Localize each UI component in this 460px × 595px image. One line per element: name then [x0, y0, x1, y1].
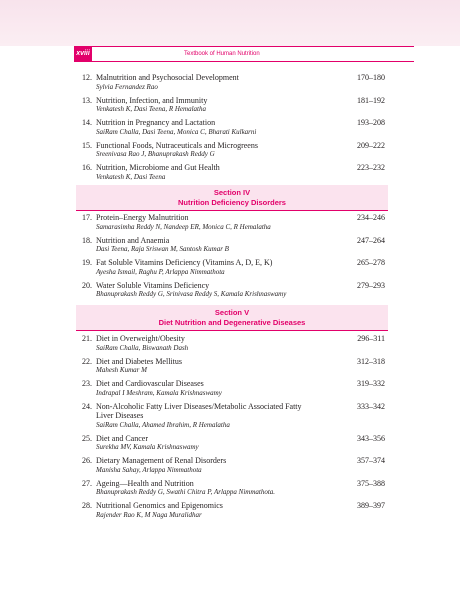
- page-number: xviii: [74, 47, 92, 61]
- entry-authors: Surekha MV, Kamala Krishnaswamy: [96, 443, 199, 451]
- toc-entry: [80, 236, 385, 255]
- entry-pages: 357–374: [357, 456, 385, 465]
- toc-group-a: [80, 73, 385, 186]
- entry-authors: Manisha Sahay, Arlappa Nimmathota: [96, 465, 202, 474]
- toc-entry: [80, 163, 385, 182]
- top-band: [0, 0, 460, 46]
- entry-number: 28.: [82, 501, 92, 510]
- entry-number: 18.: [82, 235, 92, 245]
- entry-pages: 333–342: [357, 401, 385, 411]
- toc-entry: [80, 379, 385, 398]
- entry-authors: Indrapal I Meshram, Kamala Krishnaswamy: [96, 388, 222, 397]
- entry-number: 12.: [82, 73, 92, 82]
- toc-entry: [80, 334, 385, 353]
- section-name: Section V: [214, 308, 250, 317]
- toc-entry: [80, 141, 385, 160]
- entry-pages: 389–397: [357, 501, 385, 510]
- entry-title: Ageing—Health and Nutrition: [96, 478, 194, 488]
- entry-title: Nutrition and Anaemia: [96, 235, 170, 245]
- entry-authors: Bhanuprakash Reddy G, Srinivasa Reddy S, Kamala Krishnaswamy: [96, 290, 287, 298]
- toc-entry: [80, 456, 385, 475]
- entry-pages: 312–318: [357, 356, 385, 366]
- entry-authors: Dasi Teena, Raja Sriswan M, Santosh Kumar B: [96, 245, 229, 253]
- toc-entry: [80, 281, 385, 300]
- entry-number: 26.: [82, 456, 92, 465]
- entry-title: Diet and Cardiovascular Diseases: [96, 379, 204, 388]
- entry-title: Protein–Energy Malnutrition: [96, 213, 189, 222]
- entry-pages: 181–192: [357, 95, 385, 105]
- entry-number: 25.: [82, 433, 92, 443]
- entry-number: 24.: [82, 401, 92, 411]
- toc-entry: [80, 434, 385, 453]
- toc-group-c: [80, 334, 385, 524]
- toc-entry: [80, 96, 385, 115]
- entry-number: 19.: [82, 258, 92, 267]
- toc-entry: [80, 118, 385, 137]
- entry-pages: 279–293: [357, 280, 385, 290]
- entry-title: Nutrition, Microbiome and Gut Health: [96, 163, 220, 172]
- section-title: Diet Nutrition and Degenerative Diseases: [158, 318, 306, 327]
- entry-title: Malnutrition and Psychosocial Development: [96, 73, 239, 82]
- entry-number: 22.: [82, 356, 92, 366]
- section-iv-header: [76, 185, 388, 211]
- entry-authors: Venkatesh K, Dasi Teena: [96, 172, 166, 181]
- toc-entry: [80, 402, 385, 430]
- entry-number: 16.: [82, 163, 92, 172]
- entry-number: 27.: [82, 478, 92, 488]
- toc-entry: [80, 73, 385, 92]
- entry-title: Dietary Management of Renal Disorders: [96, 456, 227, 465]
- entry-pages: 193–208: [357, 118, 385, 127]
- entry-number: 23.: [82, 379, 92, 388]
- page-header: [74, 46, 414, 62]
- entry-number: 14.: [82, 118, 92, 127]
- entry-authors: Bhanuprakash Reddy G, Swathi Chitra P, Arlappa Nimmathota.: [96, 488, 276, 496]
- toc-entry: [80, 479, 385, 498]
- entry-title: Nutrition, Infection, and Immunity: [96, 95, 208, 105]
- entry-authors: SaiRam Challa, Ahamed Ibrahim, R Hemalatha: [96, 420, 230, 429]
- entry-title: Nutritional Genomics and Epigenomics: [96, 501, 223, 510]
- entry-number: 17.: [82, 213, 92, 222]
- entry-number: 15.: [82, 140, 92, 150]
- toc-group-b: [80, 213, 385, 303]
- entry-authors: Samarasimha Reddy N, Nandeep ER, Monica C, R Hemalatha: [96, 222, 271, 231]
- entry-pages: 170–180: [357, 73, 385, 82]
- entry-pages: 234–246: [357, 213, 385, 222]
- entry-title: Diet and Diabetes Mellitus: [96, 356, 182, 366]
- entry-pages: 209–222: [357, 140, 385, 150]
- entry-title: Functional Foods, Nutraceuticals and Microgreens: [96, 140, 258, 150]
- entry-title: Non-Alcoholic Fatty Liver Diseases/Metabolic Associated Fatty Liver Diseases: [96, 401, 302, 420]
- entry-title: Diet in Overweight/Obesity: [96, 334, 185, 343]
- toc-entry: [80, 258, 385, 277]
- toc-entry: [80, 357, 385, 376]
- toc-entry: [80, 501, 385, 520]
- entry-number: 21.: [82, 334, 92, 343]
- entry-pages: 319–332: [357, 379, 385, 388]
- running-title: Textbook of Human Nutrition: [184, 51, 260, 57]
- entry-pages: 247–264: [357, 235, 385, 245]
- entry-pages: 265–278: [357, 258, 385, 267]
- entry-authors: Rajender Rao K, M Naga Muralidhar: [96, 510, 202, 519]
- entry-title: Water Soluble Vitamins Deficiency: [96, 280, 210, 290]
- entry-authors: Venkatesh K, Dasi Teena, R Hemalatha: [96, 105, 206, 113]
- entry-number: 13.: [82, 95, 92, 105]
- entry-title: Fat Soluble Vitamins Deficiency (Vitamins A, D, E, K): [96, 258, 273, 267]
- entry-title: Diet and Cancer: [96, 433, 148, 443]
- entry-authors: Mahesh Kumar M: [96, 366, 147, 374]
- entry-authors: Sylvia Fernandez Rao: [96, 82, 158, 91]
- entry-pages: 296–311: [357, 334, 385, 343]
- entry-pages: 223–232: [357, 163, 385, 172]
- entry-authors: SaiRam Challa, Dasi Teena, Monica C, Bharati Kulkarni: [96, 127, 257, 136]
- section-v-header: [76, 305, 388, 331]
- entry-authors: Ayesha Ismail, Raghu P, Arlappa Nimmathota: [96, 267, 225, 276]
- section-title: Nutrition Deficiency Disorders: [178, 198, 286, 207]
- entry-authors: Sreenivasa Rao J, Bhanuprakash Reddy G: [96, 150, 215, 158]
- toc-entry: [80, 213, 385, 232]
- entry-title: Nutrition in Pregnancy and Lactation: [96, 118, 216, 127]
- entry-number: 20.: [82, 280, 92, 290]
- entry-authors: SaiRam Challa, Biswanath Dash: [96, 343, 189, 352]
- entry-pages: 343–356: [357, 433, 385, 443]
- entry-pages: 375–388: [357, 478, 385, 488]
- section-name: Section IV: [213, 188, 251, 197]
